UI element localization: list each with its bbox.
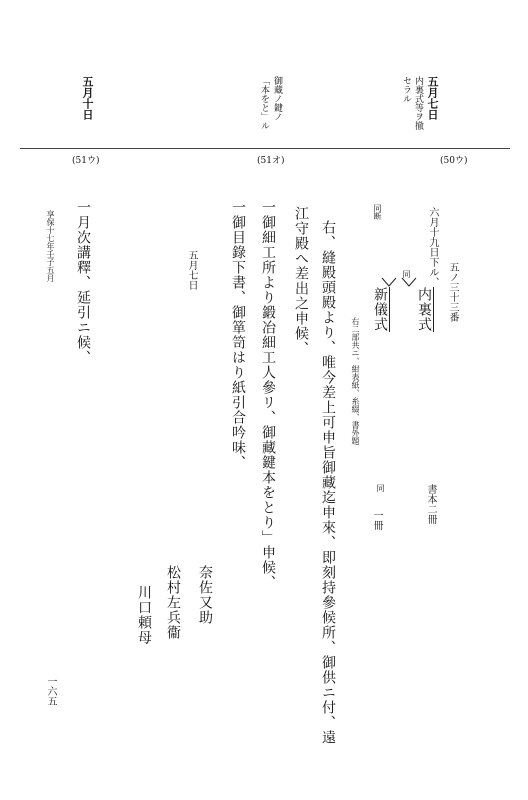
era-label: 享保十七年壬子五月 <box>46 210 55 282</box>
book-count-label: 書本二冊 <box>425 484 436 524</box>
bracket-mark-2 <box>380 276 398 288</box>
header-key-subtitle: 「本をと」ル <box>259 76 269 130</box>
dairishiki-text: 内裏式 <box>416 287 432 332</box>
main-text-line-1: 右、縫殿頭殿より、唯今差上可申旨御藏迄申來、即刻持參候所、御供ニ付、遠 <box>320 220 336 745</box>
shingishiki-text: 新儀式 <box>372 287 388 332</box>
date-june19: 六月十九日下ル、 <box>427 207 438 287</box>
header-date-may7: 五月七日 <box>426 76 439 120</box>
page-number: 一六五 <box>45 676 56 706</box>
issatsu-count: 一冊 <box>371 510 382 530</box>
item-catalog-draft: 一御目錄下書、御箪笥はり紙引合吟味、 <box>230 200 246 470</box>
header-rule <box>20 148 510 149</box>
header-note-dairishiki: 内裏式等ヲ撤 <box>413 76 423 130</box>
folio-right: (50ウ) <box>440 156 468 166</box>
onaji-mark-1: 同 <box>402 270 411 278</box>
name-nasa: 奈佐又助 <box>197 565 213 625</box>
header-key-title: 御藏ノ鍵ノ <box>272 76 282 121</box>
catalog-number: 五ノ三十三番 <box>447 262 458 322</box>
folio-left: (51ウ) <box>72 156 100 166</box>
name-matsumura: 松村左兵衞 <box>165 565 181 640</box>
date-may7: 五月七日 <box>186 250 197 290</box>
title-dairishiki <box>417 287 431 332</box>
header-date-may10: 五月十日 <box>81 76 94 120</box>
main-text-line-2: 江守殿へ差出之申候、 <box>293 206 309 356</box>
onaji-mark-2: 同 <box>376 484 385 492</box>
item-lecture: 一月次講釋、延引ニ候、 <box>75 200 91 365</box>
format-note: 右二部共ニ、紺表紙、糸綴、書外題 <box>351 317 360 445</box>
title-shingishiki <box>373 287 387 332</box>
name-kawaguchi: 川口頼母 <box>136 585 152 645</box>
bracket-mark-1 <box>400 276 418 288</box>
header-note-serareru: セラル <box>401 76 411 103</box>
dozen-mark: 同断 <box>373 204 382 220</box>
item-blacksmith: 一御細工所より鍛冶細工人參リ、御藏鍵本をとり」申候、 <box>260 200 276 590</box>
folio-mid: (51オ) <box>257 156 285 166</box>
